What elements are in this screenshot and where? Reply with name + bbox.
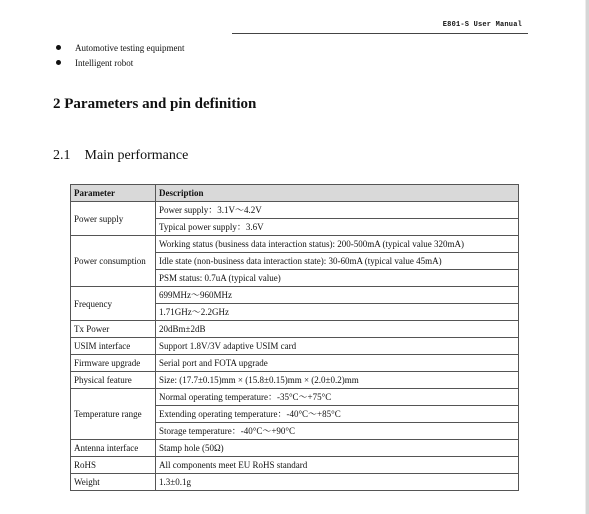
description-line: Support 1.8V/3V adaptive USIM card — [159, 341, 297, 351]
parameter-cell: Weight — [71, 474, 156, 491]
parameter-cell: Antenna interface — [71, 440, 156, 457]
description-line: Working status (business data interaction status): 200-500mA (typical value 320mA) — [159, 239, 464, 249]
bullet-item — [55, 55, 185, 70]
table-header-row — [71, 185, 519, 202]
parameter-cell: Firmware upgrade — [71, 355, 156, 372]
bullet-text: Intelligent robot — [75, 57, 134, 68]
table-row — [71, 202, 519, 236]
parameter-cell: Tx Power — [71, 321, 156, 338]
description-line: 1.71GHz～2.2GHz — [156, 303, 518, 319]
description-cell — [156, 457, 519, 474]
description-line: PSM status: 0.7uA (typical value) — [156, 269, 518, 285]
column-header-description: Description — [156, 185, 519, 202]
description-line: 1.3±0.1g — [159, 477, 191, 487]
description-cell — [156, 236, 519, 287]
bullet-dot-icon — [56, 60, 61, 65]
description-line: 699MHz～960MHz — [159, 290, 232, 300]
description-cell — [156, 440, 519, 457]
description-line: Idle state (non-business data interaction state): 30-60mA (typical value 45mA) — [156, 252, 518, 268]
parameter-cell: RoHS — [71, 457, 156, 474]
description-line: Typical power supply：3.6V — [156, 218, 518, 234]
description-cell — [156, 474, 519, 491]
parameter-cell: Power consumption — [71, 236, 156, 287]
bullet-list — [55, 40, 185, 70]
description-line: Serial port and FOTA upgrade — [159, 358, 268, 368]
bullet-text: Automotive testing equipment — [75, 42, 185, 53]
description-line: Stamp hole (50Ω) — [159, 443, 224, 453]
table-row — [71, 474, 519, 491]
parameter-cell: Power supply — [71, 202, 156, 236]
subsection-number: 2.1 — [53, 148, 71, 163]
description-cell — [156, 287, 519, 321]
parameter-cell: Physical feature — [71, 372, 156, 389]
description-line: All components meet EU RoHS standard — [159, 460, 308, 470]
parameter-cell: Temperature range — [71, 389, 156, 440]
description-line: Extending operating temperature：-40°C～+85°C — [156, 405, 518, 421]
running-header: E801-S User Manual — [442, 21, 522, 29]
description-line: 20dBm±2dB — [159, 324, 206, 334]
subsection-title: Main performance — [84, 148, 189, 163]
table-row — [71, 236, 519, 287]
description-cell — [156, 372, 519, 389]
table-row — [71, 389, 519, 440]
parameter-cell: USIM interface — [71, 338, 156, 355]
parameter-cell: Frequency — [71, 287, 156, 321]
table-row — [71, 321, 519, 338]
table-row — [71, 440, 519, 457]
subsection-heading — [53, 148, 188, 164]
bullet-dot-icon — [56, 45, 61, 50]
description-line: Power supply：3.1V～4.2V — [159, 205, 262, 215]
header-rule — [232, 33, 528, 34]
table-row — [71, 338, 519, 355]
column-header-parameter: Parameter — [71, 185, 156, 202]
description-cell — [156, 202, 519, 236]
description-line: Storage temperature：-40°C～+90°C — [156, 422, 518, 438]
description-cell — [156, 321, 519, 338]
table-row — [71, 355, 519, 372]
bullet-item — [55, 40, 185, 55]
table-row — [71, 287, 519, 321]
description-cell — [156, 338, 519, 355]
description-cell — [156, 389, 519, 440]
description-cell — [156, 355, 519, 372]
description-line: Size: (17.7±0.15)mm × (15.8±0.15)mm × (2.0±0.2)mm — [159, 375, 359, 385]
description-line: Normal operating temperature：-35°C～+75°C — [159, 392, 332, 402]
section-heading: 2 Parameters and pin definition — [53, 96, 257, 112]
table-row — [71, 457, 519, 474]
table-row — [71, 372, 519, 389]
performance-table — [70, 184, 519, 491]
